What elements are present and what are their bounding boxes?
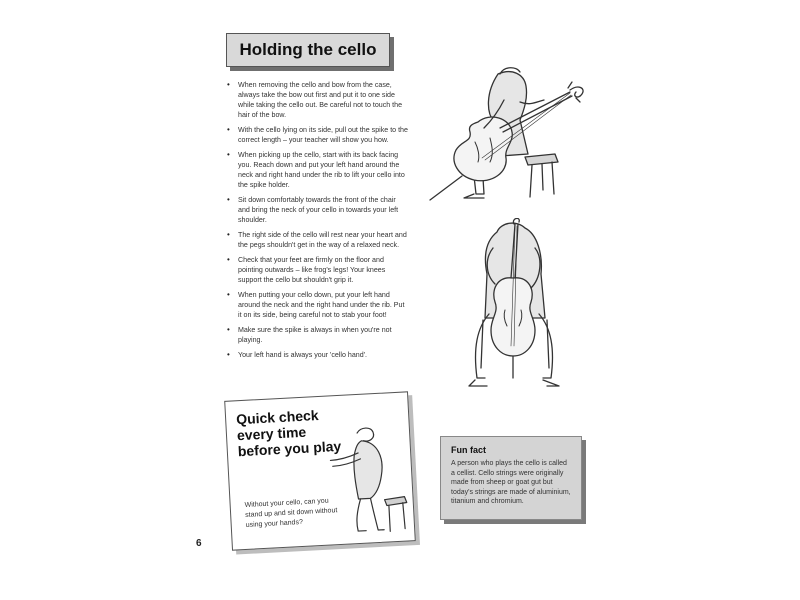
fun-fact-text: A person who plays the cello is called a cellist. Cello strings were originally made from sheep or goat gut but today's strings are made of aluminium, titanium and chromium. — [451, 460, 571, 505]
list-item: • Sit down comfortably towards the front of the chair and bring the neck of your cello in towards your left shoulder. — [226, 195, 408, 225]
list-item: • When removing the cello and bow from the case, always take the bow out first and put it to one side while taking the cello out. Be careful not to touch the hair of the bow. — [226, 80, 408, 120]
list-item: • Make sure the spike is always in when you're not playing. — [226, 325, 408, 345]
list-item: • When picking up the cello, start with its back facing you. Reach down and put your left hand around the neck and right hand under the rib to lift your cello into the spike holder. — [226, 150, 408, 190]
page-title: Holding the cello — [226, 33, 390, 67]
list-item: • The right side of the cello will rest near your heart and the pegs shouldn't get in the way of a relaxed neck. — [226, 230, 408, 250]
list-item: • Your left hand is always your 'cello hand'. — [226, 350, 408, 360]
quick-check-text: Without your cello, can you stand up and sit down without using your hands? — [244, 497, 338, 529]
quick-check-panel — [224, 391, 416, 550]
page-title-banner — [226, 33, 390, 67]
list-item: • Check that your feet are firmly on the floor and pointing outwards – like frog's legs! Your knees support the cello but shouldn't grip it. — [226, 255, 408, 285]
cellist-front-view-illustration — [455, 218, 575, 398]
list-item: • With the cello lying on its side, pull out the spike to the correct length – your teacher will show you how. — [226, 125, 408, 145]
fun-fact-panel — [440, 436, 582, 520]
quick-check-card — [224, 391, 416, 550]
instruction-list — [226, 80, 408, 365]
cellist-side-view-illustration — [420, 62, 600, 212]
fun-fact-card — [440, 436, 582, 520]
list-item: • When putting your cello down, put your left hand around the neck and the right hand under the rib. Put it on its side, being careful not to stab your foot! — [226, 290, 408, 320]
fun-fact-title: Fun fact — [451, 445, 486, 455]
quick-check-title: Quick check every time before you play — [235, 407, 342, 460]
page-number: 6 — [196, 538, 202, 549]
